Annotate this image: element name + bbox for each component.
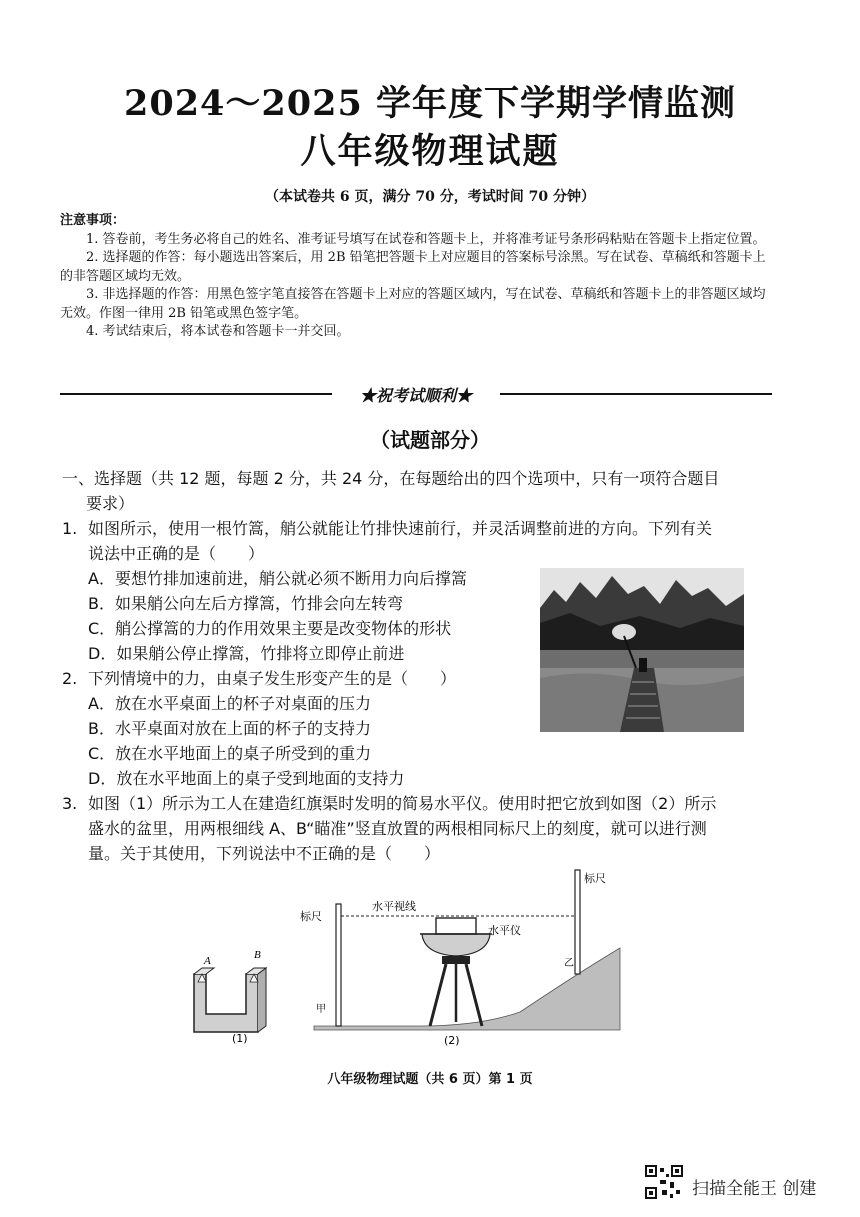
question-stem: 如图所示，使用一根竹篙，艄公就能让竹排快速前行，并灵活调整前进的方向。下列有关 bbox=[88, 519, 713, 538]
question-stem-cont: 说法中正确的是（ ） bbox=[88, 544, 265, 563]
option-d: D．放在水平地面上的桌子受到地面的支持力 bbox=[88, 769, 405, 788]
question-number: 3. bbox=[62, 794, 78, 813]
qr-code-icon bbox=[644, 1164, 684, 1200]
note-item: 3. 非选择题的作答：用黑色签字笔直接答在答题卡上对应的答题区域内，写在试卷、草稿纸和答题卡上的非答题区域均无效。作图一律用 2B 铅笔或黑色签字笔。 bbox=[60, 287, 766, 321]
divider-line-left bbox=[60, 393, 332, 395]
page-footer: 八年级物理试题（共 6 页）第 1 页 bbox=[327, 1072, 533, 1087]
note-item: 2. 选择题的作答：每小题选出答案后，用 2B 铅笔把答题卡上对应题目的答案标号涂黑。写在试卷、草稿纸和答题卡上的非答题区域均无效。 bbox=[60, 250, 766, 284]
label-a: A bbox=[204, 955, 211, 967]
scanner-watermark bbox=[644, 1164, 844, 1200]
section1-line1: 一、选择题（共 12 题，每题 2 分，共 24 分，在每题给出的四个选项中，只有一项符合题目 bbox=[62, 469, 720, 488]
notes-heading: 注意事项： bbox=[60, 213, 126, 228]
question-number: 2. bbox=[62, 669, 78, 688]
level-label: 水平仪 bbox=[488, 924, 521, 937]
label-jia: 甲 bbox=[316, 1004, 326, 1015]
ruler-right-label: 标尺 bbox=[584, 872, 606, 885]
question-2 bbox=[62, 666, 532, 791]
question-stem-cont: 盛水的盆里，用两根细线 A、B“瞄准”竖直放置的两根相同标尺上的刻度，就可以进行测 bbox=[88, 819, 707, 838]
water-level-figure bbox=[180, 862, 640, 1052]
exam-title-line2: 八年级物理试题 bbox=[300, 131, 560, 172]
section1-line2: 要求） bbox=[86, 494, 135, 513]
note-item: 1. 答卷前，考生务必将自己的姓名、准考证号填写在试卷和答题卡上，并将准考证号条形码粘贴在答题卡上指定位置。 bbox=[86, 231, 766, 247]
notes-section bbox=[60, 212, 772, 342]
option-c: C．放在水平地面上的桌子所受到的重力 bbox=[88, 744, 372, 763]
ruler-left-label: 标尺 bbox=[300, 910, 322, 923]
divider-text: ★祝考试顺利★ bbox=[359, 386, 472, 405]
option-b: B．如果艄公向左后方撑篙，竹排会向左转弯 bbox=[88, 594, 403, 613]
divider-line-right bbox=[500, 393, 772, 395]
label-yi: 乙 bbox=[564, 958, 574, 969]
exam-subtitle: （本试卷共 6 页，满分 70 分，考试时间 70 分钟） bbox=[265, 189, 595, 205]
watermark-text: 扫描全能王 创建 bbox=[692, 1179, 817, 1199]
question-stem: 如图（1）所示为工人在建造红旗渠时发明的简易水平仪。使用时把它放到如图（2）所示 bbox=[88, 794, 717, 813]
option-a: A．放在水平桌面上的杯子对桌面的压力 bbox=[88, 694, 371, 713]
note-item: 4. 考试结束后，将本试卷和答题卡一并交回。 bbox=[86, 324, 350, 339]
section-title: （试题部分） bbox=[370, 428, 490, 452]
question-3 bbox=[62, 791, 774, 866]
figure-1-level-device bbox=[194, 949, 266, 1045]
option-b: B．水平桌面对放在上面的杯子的支持力 bbox=[88, 719, 371, 738]
caption-2: (2) bbox=[444, 1034, 460, 1047]
section1-instructions bbox=[62, 466, 774, 516]
question-stem: 下列情境中的力，由桌子发生形变产生的是（ ） bbox=[88, 669, 457, 688]
exam-title-line1: 2024～2025 学年度下学期学情监测 bbox=[123, 83, 736, 124]
caption-1: (1) bbox=[232, 1032, 248, 1045]
option-d: D．如果艄公停止撑篙，竹排将立即停止前进 bbox=[88, 644, 405, 663]
option-c: C．艄公撑篙的力的作用效果主要是改变物体的形状 bbox=[88, 619, 452, 638]
question-number: 1. bbox=[62, 519, 78, 538]
question-stem-cont: 量。关于其使用，下列说法中不正确的是（ ） bbox=[88, 844, 441, 863]
option-a: A．要想竹排加速前进，艄公就必须不断用力向后撑篙 bbox=[88, 569, 467, 588]
good-luck-divider bbox=[60, 383, 772, 403]
bamboo-raft-photo bbox=[540, 568, 744, 732]
sight-line-label: 水平视线 bbox=[372, 900, 416, 913]
figure-2-setup bbox=[300, 870, 620, 1047]
label-b: B bbox=[254, 949, 261, 961]
